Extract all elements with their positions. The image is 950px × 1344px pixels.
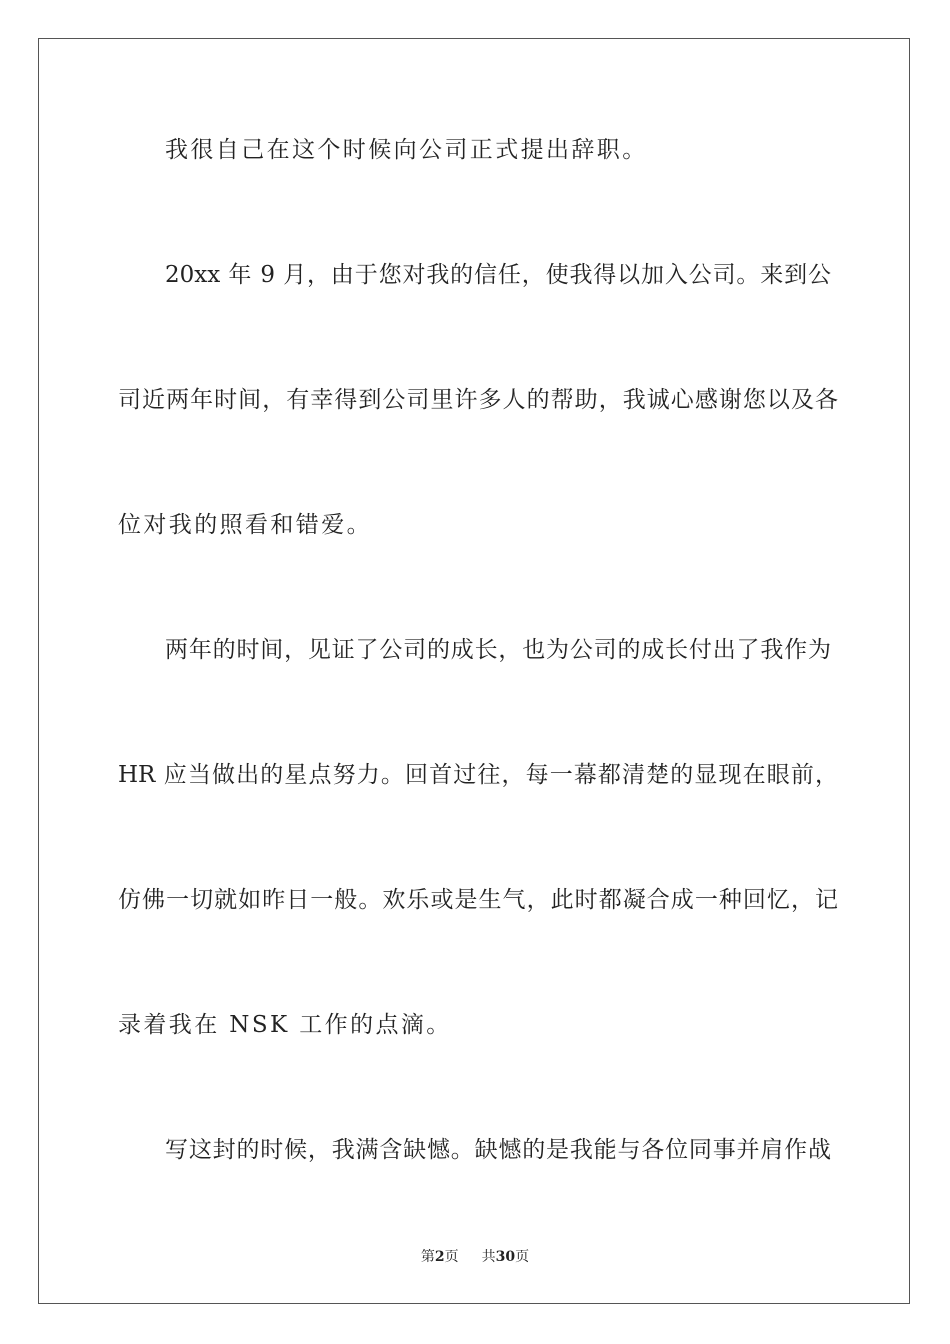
paragraph-line: 录着我在 NSK 工作的点滴。 — [118, 1012, 452, 1038]
paragraph-line: 司近两年时间，有幸得到公司里许多人的帮助，我诚心感谢您以及各 — [118, 387, 838, 413]
total-prefix: 共 — [481, 1249, 496, 1265]
paragraph-line: 写这封的时候，我满含缺憾。缺憾的是我能与各位同事并肩作战 — [165, 1137, 831, 1163]
paragraph-line: 位对我的照看和错爱。 — [118, 512, 372, 538]
page-number: 2 — [434, 1249, 445, 1265]
paragraph-line: 仿佛一切就如昨日一般。欢乐或是生气，此时都凝合成一种回忆，记 — [118, 887, 838, 913]
paragraph-line: 我很自己在这个时候向公司正式提出辞职。 — [165, 137, 648, 163]
page-border — [38, 38, 910, 1304]
page-footer — [0, 1248, 950, 1266]
page-suffix: 页 — [444, 1249, 459, 1265]
paragraph-line: 20xx 年 9 月，由于您对我的信任，使我得以加入公司。来到公 — [165, 262, 831, 288]
paragraph-line: HR 应当做出的星点努力。回首过往，每一幕都清楚的显现在眼前， — [118, 762, 838, 788]
paragraph-line: 两年的时间，见证了公司的成长，也为公司的成长付出了我作为 — [165, 637, 831, 663]
page-prefix: 第 — [420, 1249, 435, 1265]
total-suffix: 页 — [515, 1249, 530, 1265]
total-pages: 30 — [495, 1249, 516, 1265]
